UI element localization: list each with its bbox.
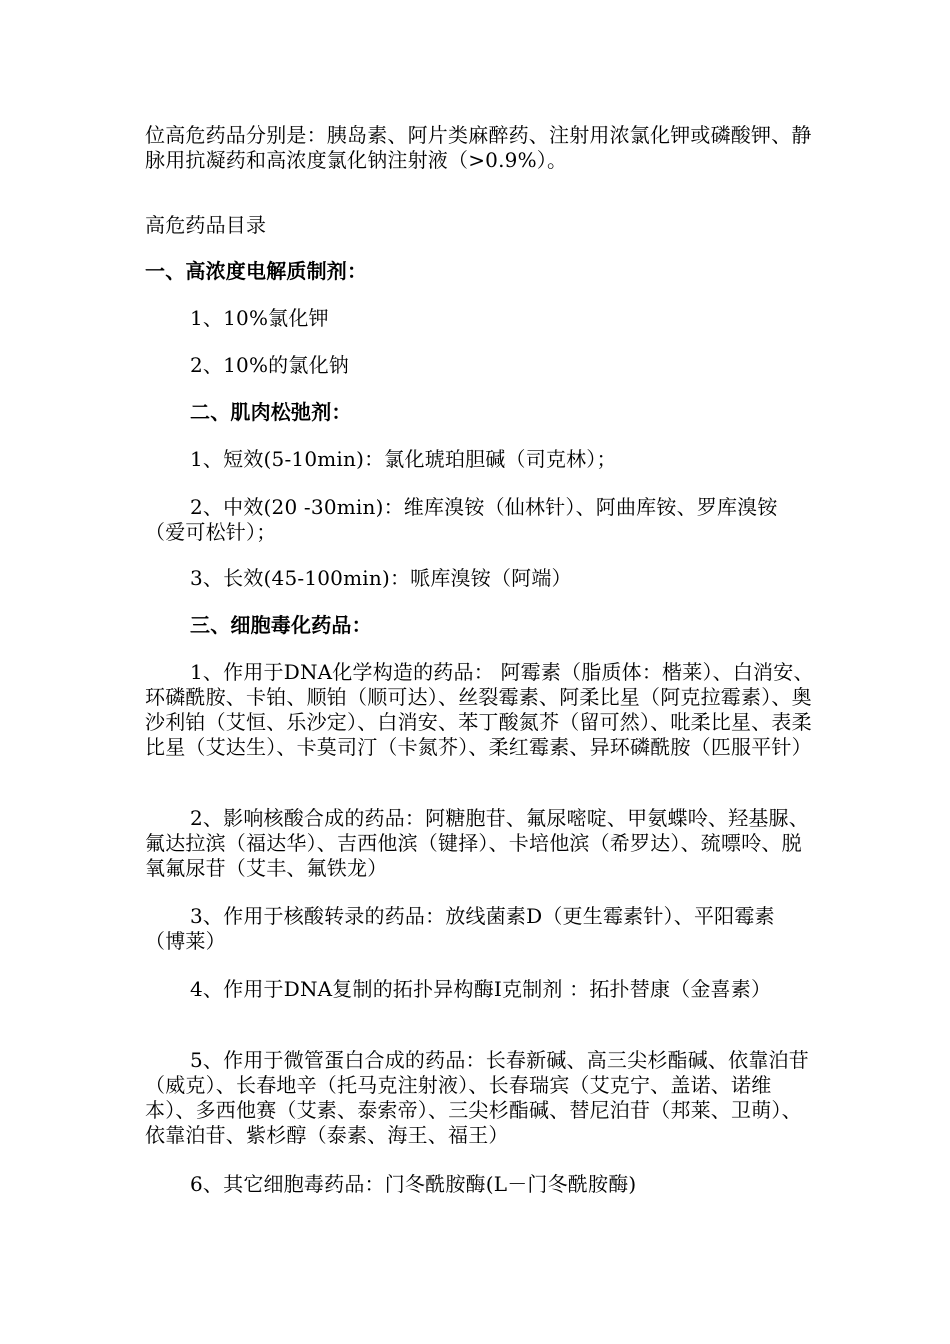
intro-paragraph: 位高危药品分别是：胰岛素、阿片类麻醉药、注射用浓氯化钾或磷酸钾、静脉用抗凝药和高浓度氯化钠注射液（>0.9%）。	[145, 123, 812, 172]
catalog-title: 高危药品目录	[145, 213, 267, 237]
section1-heading: 一、高浓度电解质制剂：	[145, 259, 368, 283]
s1-item2: 2、10%的氯化钠	[190, 353, 349, 377]
s3-item4: 4、作用于DNA复制的拓扑异构酶I克制剂 ：拓扑替康（金喜素）	[190, 977, 772, 1001]
s3-item3: 3、作用于核酸转录的药品：放线菌素D（更生霉素针）、平阳霉素（博莱）	[145, 904, 775, 953]
s2-item1: 1、短效(5-10min)：氯化琥珀胆碱（司克林）；	[190, 447, 617, 471]
s3-item1: 1、作用于DNA化学构造的药品： 阿霉素（脂质体：楷莱）、白消安、环磷酰胺、卡铂、顺铂（顺可达）、丝裂霉素、阿柔比星（阿克拉霉素）、奥沙利铂（艾恒、乐沙定）、白消安、苯丁酸氮芥（留可然）、吡柔比星、表柔比星（艾达生）、卡莫司汀（卡氮芥）、柔红霉素、异环磷酰胺（匹服平针）	[145, 660, 814, 759]
s2-item3: 3、长效(45-100min)：哌库溴铵（阿端）	[190, 566, 572, 590]
section2-heading: 二、肌肉松弛剂：	[190, 400, 352, 424]
s3-item2: 2、影响核酸合成的药品：阿糖胞苷、氟尿嘧啶、甲氨蝶呤、羟基脲、氟达拉滨（福达华）、吉西他滨（键择）、卡培他滨（希罗达）、巯嘌呤、脱氧氟尿苷（艾丰、氟铁龙）	[145, 806, 809, 880]
s3-item5: 5、作用于微管蛋白合成的药品：长春新碱、高三尖杉酯碱、依靠泊苷（威克）、长春地辛（托马克注射液）、长春瑞宾（艾克宁、盖诺、诺维本）、多西他赛（艾素、泰索帝）、三尖杉酯碱、替尼泊苷（邦莱、卫萌）、依靠泊苷、紫杉醇（泰素、海王、福王）	[145, 1048, 809, 1147]
s3-item6: 6、其它细胞毒药品：门冬酰胺酶(L－门冬酰胺酶)	[190, 1172, 637, 1196]
s1-item1: 1、10%氯化钾	[190, 306, 329, 330]
section3-heading: 三、细胞毒化药品：	[190, 613, 372, 637]
s2-item2: 2、中效(20 -30min)：维库溴铵（仙林针）、阿曲库铵、罗库溴铵（爱可松针）；	[145, 495, 778, 544]
